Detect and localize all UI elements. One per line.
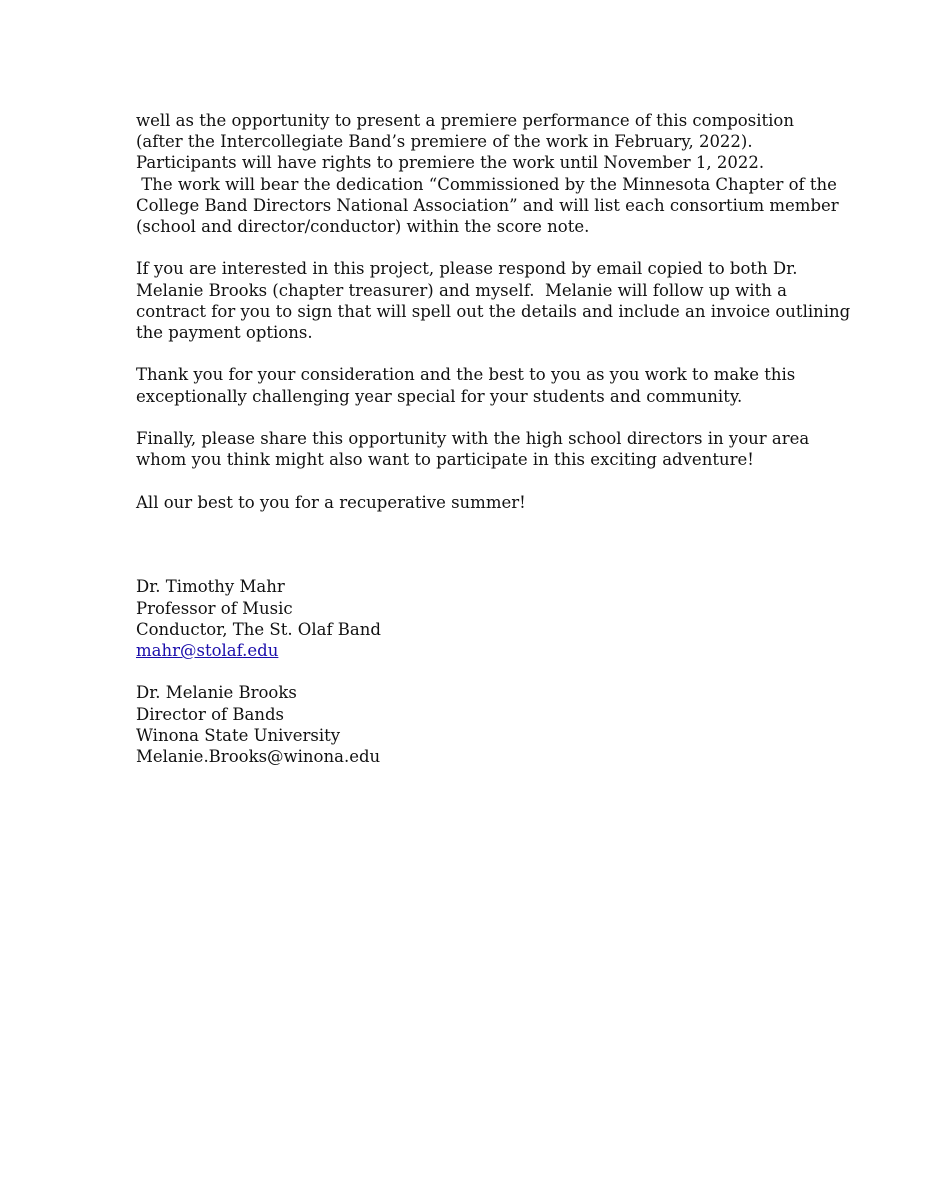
body-line: the payment options.: [136, 323, 313, 343]
signatory-affiliation: Conductor, The St. Olaf Band: [136, 619, 381, 639]
paragraph-consortium-details: [136, 110, 839, 237]
signatory-affiliation: Winona State University: [136, 725, 341, 745]
paragraph-how-to-respond: [136, 258, 851, 343]
paragraph-thank-you: [136, 364, 816, 406]
signatory-email: Melanie.Brooks@winona.edu: [136, 746, 381, 766]
body-line: College Band Directors National Association” and will list each consortium member: [136, 195, 839, 215]
body-line: All our best to you for a recuperative summer!: [136, 492, 526, 512]
paragraph-share-request: [136, 428, 816, 470]
body-line: Thank you for your consideration and the best to you as you work to make this: [136, 365, 796, 385]
signature-gap: [136, 534, 816, 576]
letter-page: [136, 110, 851, 788]
body-line: If you are interested in this project, please respond by email copied to both Dr.: [136, 259, 798, 279]
paragraph-closing: [136, 492, 816, 513]
body-line: exceptionally challenging year special for your students and community.: [136, 386, 743, 406]
signatory-title: Professor of Music: [136, 598, 293, 618]
body-line: (after the Intercollegiate Band’s premiere of the work in February, 2022).: [136, 132, 753, 152]
signatory-name: Dr. Timothy Mahr: [136, 577, 285, 597]
body-line: Participants will have rights to premiere the work until November 1, 2022.: [136, 153, 765, 173]
body-line: The work will bear the dedication “Commissioned by the Minnesota Chapter of the: [136, 174, 837, 194]
signature-block-mahr: [136, 576, 816, 661]
email-link-mahr[interactable]: mahr@stolaf.edu: [136, 640, 279, 660]
body-line: Melanie Brooks (chapter treasurer) and myself. Melanie will follow up with a: [136, 280, 787, 300]
body-line: Finally, please share this opportunity with the high school directors in your area: [136, 429, 810, 448]
body-line: (school and director/conductor) within the score note.: [136, 217, 590, 237]
signature-block-brooks: [136, 682, 816, 767]
body-line: well as the opportunity to present a premiere performance of this composition: [136, 111, 794, 130]
body-line: contract for you to sign that will spell out the details and include an invoice outlining: [136, 301, 851, 321]
body-line: whom you think might also want to participate in this exciting adventure!: [136, 450, 754, 470]
signatory-title: Director of Bands: [136, 704, 285, 724]
signatory-name: Dr. Melanie Brooks: [136, 683, 297, 703]
